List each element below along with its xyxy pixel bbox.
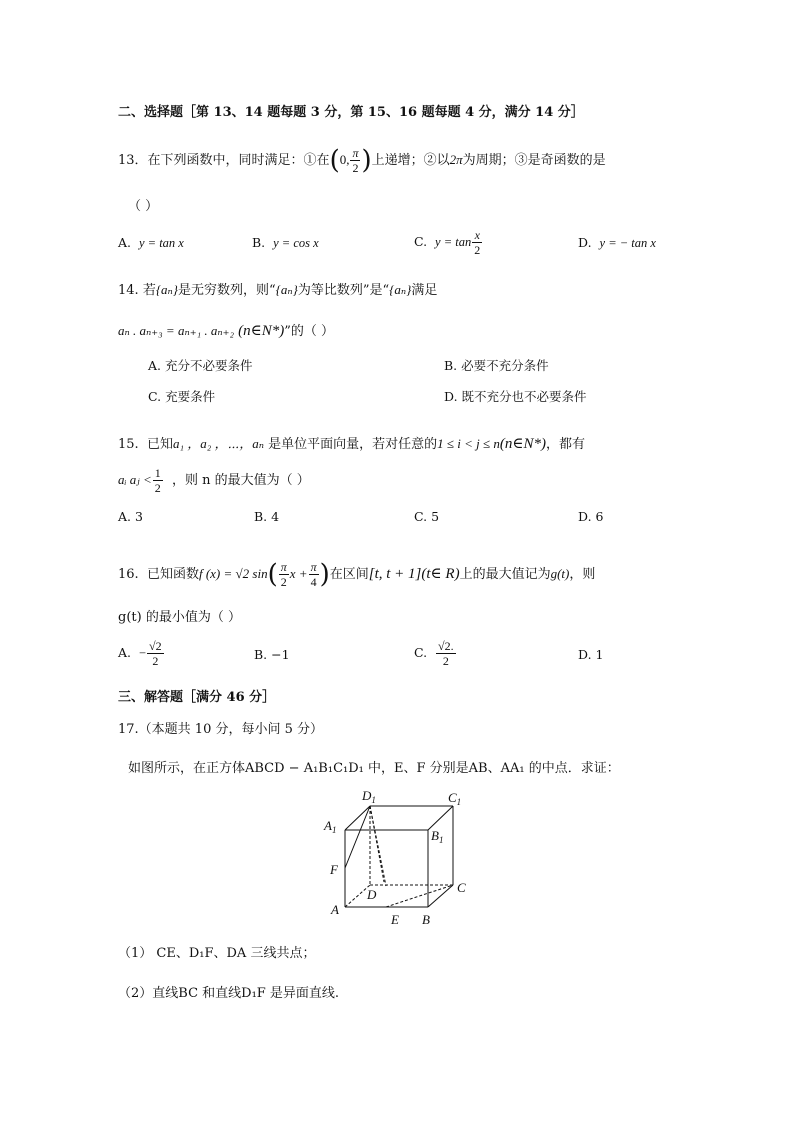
q13-c-den: 2 xyxy=(474,243,481,257)
q13-number: 13． xyxy=(118,153,148,168)
q17-part-1: （1） CE、D₁F、DA 三线共点； xyxy=(118,946,316,961)
q16-paren-open: ( xyxy=(267,559,278,590)
q13-blank: （ ） xyxy=(128,199,159,214)
q13-fraction xyxy=(350,146,360,175)
q13-option-d xyxy=(578,235,656,251)
q16-frac-2 xyxy=(309,560,319,589)
q16-option-a xyxy=(118,639,165,668)
q13-c-num: x xyxy=(474,228,480,242)
q13-two: 2 xyxy=(350,160,360,175)
q16-a-fraction xyxy=(147,639,164,668)
q14-option-b: B. 必要不充分条件 xyxy=(444,358,549,373)
section-3-heading: 三、解答题［满分 46 分］ xyxy=(118,690,276,705)
q15-inequality: aᵢ aⱼ < xyxy=(118,472,152,487)
question-13-stem xyxy=(118,146,606,175)
q16-a-den: 2 xyxy=(147,653,164,668)
q17-stem: 如图所示，在正方体ABCD − A₁B₁C₁D₁ 中，E、F 分别是AB、AA₁ 的中点．求证： xyxy=(128,761,620,776)
q13-a-value: y = tan x xyxy=(138,236,184,250)
label-d1: $D_1$ xyxy=(362,788,376,805)
q15-option-c: C. 5 xyxy=(414,509,440,524)
q16-pi-1: π xyxy=(280,560,287,574)
q15-text-a: 已知 xyxy=(146,437,173,452)
q15-inequality-line xyxy=(118,466,310,495)
q15-n-domain: (n∈N*) xyxy=(499,436,547,452)
q16-x-plus: x + xyxy=(289,566,308,581)
q15-option-d: D. 6 xyxy=(578,509,604,524)
q13-d-value: y = − tan x xyxy=(599,236,656,250)
q16-frac-1 xyxy=(279,560,289,589)
label-a1: $A_1$ xyxy=(324,818,337,835)
q16-text-b: 在区间 xyxy=(329,567,369,582)
q16-c-num: √2. xyxy=(438,639,454,653)
question-14-stem xyxy=(118,281,437,300)
q16-interval: [t, t + 1] xyxy=(368,566,422,582)
q13-option-b xyxy=(252,235,319,251)
q16-text-d: ，则 xyxy=(569,567,596,582)
q16-four: 4 xyxy=(309,574,319,589)
label-b: B xyxy=(422,912,430,927)
q14-text-c: 为等比数列”是“ xyxy=(297,283,390,298)
q14-option-a: A. 充分不必要条件 xyxy=(148,358,253,373)
q14-text-d: 满足 xyxy=(411,283,438,298)
q13-b-value: y = cos x xyxy=(273,236,319,250)
q14-option-d: D. 既不充分也不必要条件 xyxy=(444,389,587,404)
q16-c-den: 2 xyxy=(436,653,456,668)
q16-paren-close: ) xyxy=(319,559,330,590)
q15-text-c: ，都有 xyxy=(546,437,586,452)
q16-c-label: C. xyxy=(414,645,428,660)
q16-option-c xyxy=(414,639,457,668)
label-a: A xyxy=(331,902,339,917)
q13-d-label: D. xyxy=(578,235,592,250)
q14-text-a: 若 xyxy=(142,283,156,298)
q15-two: 2 xyxy=(154,481,161,495)
q16-pi-2: π xyxy=(310,560,317,574)
q14-seq-2: {aₙ} xyxy=(275,282,298,297)
label-c1: $C_1$ xyxy=(448,790,462,807)
q13-period: 2π xyxy=(449,152,463,167)
q13-c-label: C. xyxy=(414,234,428,249)
q16-option-d: D. 1 xyxy=(578,647,604,662)
q16-two: 2 xyxy=(279,574,289,589)
label-f: F xyxy=(330,862,338,877)
q17-part-2: （2）直线BC 和直线D₁F 是异面直线. xyxy=(118,986,340,1001)
q13-b-label: B. xyxy=(252,235,266,250)
q13-pi: π xyxy=(352,146,359,160)
q13-paren-open: ( xyxy=(329,145,340,176)
question-15-stem xyxy=(118,435,585,454)
q15-one: 1 xyxy=(154,466,161,480)
q15-number: 15. xyxy=(118,437,139,452)
q16-number: 16. xyxy=(118,567,139,582)
q15-option-b: B. 4 xyxy=(254,509,280,524)
q17-heading: 17.（本题共 10 分，每小问 5 分） xyxy=(118,722,324,737)
q16-function: f (x) = √2 sin xyxy=(198,566,268,581)
q14-text-b: 是无穷数列，则“ xyxy=(178,283,276,298)
q14-seq-3: {aₙ} xyxy=(389,282,412,297)
q15-text-b: 是单位平面向量，若对任意的 xyxy=(268,437,438,452)
q13-option-a xyxy=(118,235,184,251)
label-c: C xyxy=(457,880,466,895)
q13-c-pre: y = tan xyxy=(435,235,472,249)
cube-figure xyxy=(320,782,480,930)
q13-text-a: 在下列函数中，同时满足：①在 xyxy=(147,153,330,168)
q16-t-domain: (t∈ R) xyxy=(421,566,460,582)
q14-tail: ”的（ ） xyxy=(284,324,335,339)
q16-c-fraction xyxy=(436,639,456,668)
q16-a-num: √2 xyxy=(149,639,162,653)
q16-line-2: g(t) 的最小值为（ ） xyxy=(118,610,241,625)
q13-option-c xyxy=(414,228,483,257)
q15-option-a: A. 3 xyxy=(118,509,143,524)
q15-fraction xyxy=(153,466,163,495)
q14-seq-1: {aₙ} xyxy=(155,282,179,297)
q13-a-label: A. xyxy=(118,235,132,250)
question-16-stem xyxy=(118,560,595,589)
q13-c-fraction xyxy=(472,228,482,257)
q13-interval: 0, xyxy=(339,152,350,167)
q14-option-c: C. 充要条件 xyxy=(148,389,216,404)
q16-option-b: B. −1 xyxy=(254,647,290,662)
label-d: D xyxy=(367,887,377,902)
q15-vectors: a₁ ，a₂ ，⋯，aₙ xyxy=(172,436,264,451)
label-e: E xyxy=(391,912,399,927)
q14-equation: aₙ . aₙ₊₃ = aₙ₊₁ . aₙ₊₂ xyxy=(118,323,234,338)
section-2-heading: 二、选择题［第 13、14 题每题 3 分，第 15、16 题每题 4 分，满分 14 分］ xyxy=(118,105,584,120)
q13-text-c: 为周期；③是奇函数的是 xyxy=(462,153,606,168)
q16-a-minus: − xyxy=(138,646,147,660)
q13-text-b: 上递增；②以 xyxy=(371,153,450,168)
q15-range: 1 ≤ i < j ≤ n xyxy=(437,436,500,451)
label-b1: $B_1$ xyxy=(431,828,444,845)
q15-text-d: ，则 n 的最大值为（ ） xyxy=(172,473,310,488)
q16-a-label: A. xyxy=(118,645,132,660)
q14-n-domain: (n∈N*) xyxy=(238,323,285,339)
q16-text-c: 上的最大值记为 xyxy=(459,567,551,582)
q16-g: g(t) xyxy=(550,566,570,581)
q14-number: 14. xyxy=(118,283,139,298)
q14-condition-line xyxy=(118,322,334,341)
q16-text-a: 已知函数 xyxy=(146,567,199,582)
q13-paren-close: ) xyxy=(361,145,372,176)
